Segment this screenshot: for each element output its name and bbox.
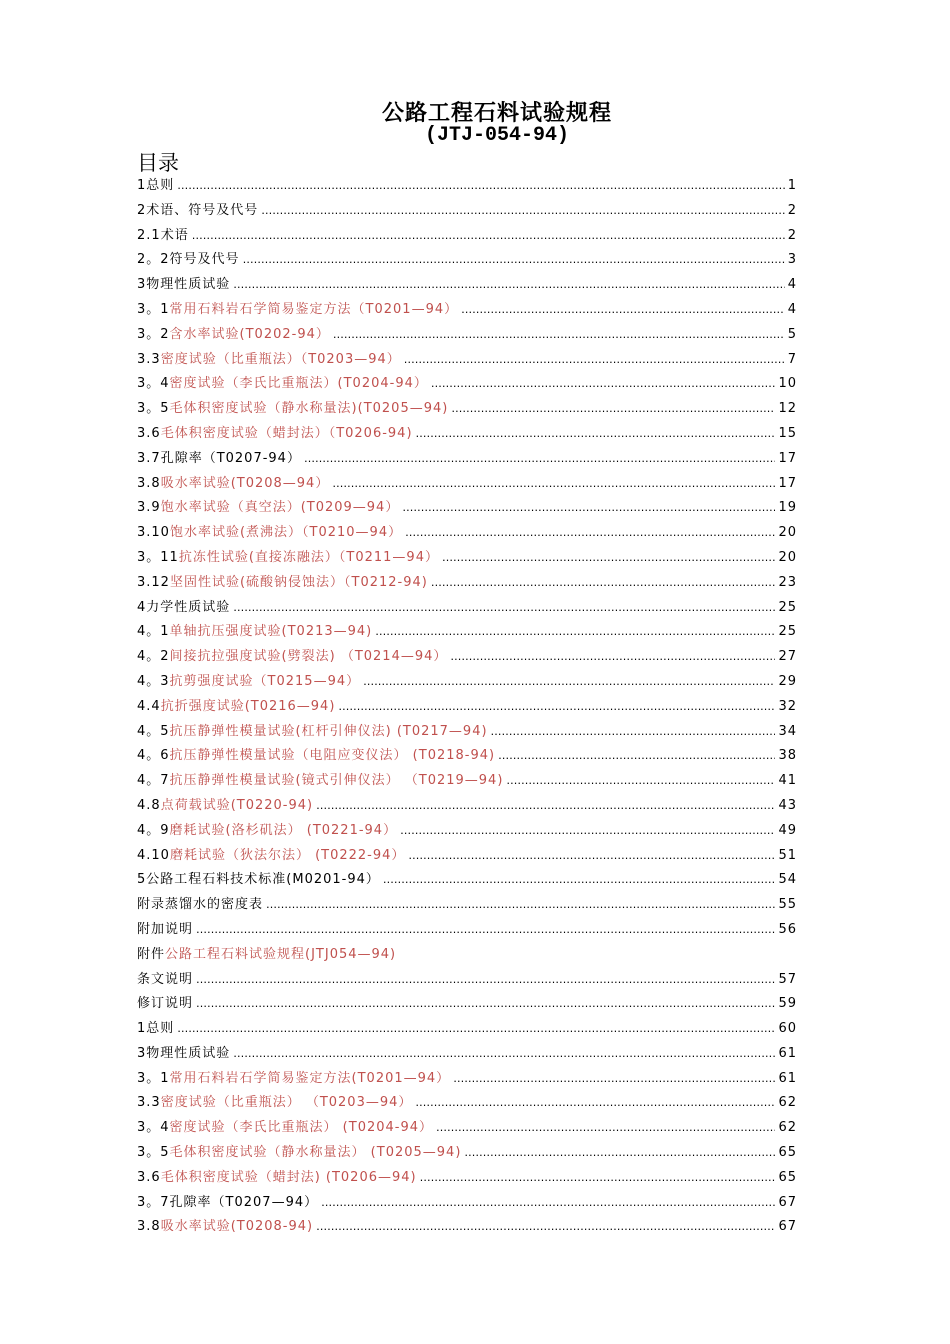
toc-entry-number: 3.8: [137, 1219, 161, 1235]
toc-entry[interactable]: [137, 620, 797, 645]
toc-entry[interactable]: [137, 794, 797, 819]
toc-entry-title: 物理性质试验: [146, 277, 231, 293]
toc-page-number: 10: [778, 376, 797, 392]
toc-entry-title: 孔隙率（T0207-94）: [160, 450, 301, 466]
toc-entry-title: 术语、符号及代号: [146, 202, 259, 218]
toc-entry-number: 3。1: [137, 301, 170, 317]
toc-entry[interactable]: [137, 744, 797, 769]
toc-entry[interactable]: [137, 1141, 797, 1166]
toc-page-number: 4: [787, 277, 797, 293]
document-code: (JTJ-054-94): [424, 124, 570, 147]
toc-entry[interactable]: [137, 943, 797, 968]
toc-page-number: 20: [778, 549, 797, 565]
toc-entry-link[interactable]: 密度试验（比重瓶法） （T0203—94）: [160, 1095, 413, 1111]
document-title: 公路工程石料试验规程: [381, 100, 612, 126]
toc-entry: [137, 273, 797, 298]
toc-dot-leader: [261, 204, 784, 217]
toc-page-number: 56: [778, 921, 797, 937]
toc-entry[interactable]: [137, 372, 797, 397]
toc-entry: [137, 248, 797, 273]
toc-dot-leader: [233, 601, 775, 614]
toc-entry[interactable]: [137, 844, 797, 869]
toc-dot-leader: [491, 725, 776, 738]
toc-page-number: 49: [778, 822, 797, 838]
toc-entry: [137, 199, 797, 224]
toc-dot-leader: [338, 700, 775, 713]
toc-entry: [137, 893, 797, 918]
toc-entry-link[interactable]: 磨耗试验(洛杉矶法） (T0221-94）: [169, 822, 398, 838]
toc-page-number: 61: [778, 1045, 797, 1061]
toc-entry[interactable]: [137, 323, 797, 348]
toc-entry[interactable]: [137, 720, 797, 745]
toc-dot-leader: [332, 477, 775, 490]
toc-page-number: 15: [778, 425, 797, 441]
toc-entry[interactable]: [137, 1067, 797, 1092]
toc-page-number: 65: [778, 1145, 797, 1161]
toc-entry[interactable]: [137, 521, 797, 546]
toc-dot-leader: [243, 253, 785, 266]
toc-entry[interactable]: [137, 1091, 797, 1116]
toc-entry-number: 3。4: [137, 1120, 170, 1136]
toc-page-number: 25: [778, 624, 797, 640]
toc-entry-number: 4.10: [137, 847, 170, 863]
toc-entry-title: 物理性质试验: [146, 1045, 231, 1061]
toc-entry[interactable]: [137, 1215, 797, 1240]
toc-entry: [137, 224, 797, 249]
toc-dot-leader: [304, 452, 776, 465]
toc-entry-link[interactable]: 密度试验（李氏比重瓶法）(T0204-94）: [169, 376, 428, 392]
toc-entry-link[interactable]: 抗压静弹性模量试验(杠杆引伸仪法) (T0217—94): [169, 723, 488, 739]
toc-entry: [137, 174, 797, 199]
toc-entry-title: 蒸馏水的密度表: [165, 897, 264, 913]
toc-dot-leader: [177, 179, 784, 192]
toc-page-number: 20: [778, 525, 797, 541]
toc-entry-link[interactable]: 抗压静弹性模量试验（电阻应变仪法） (T0218-94): [169, 748, 496, 764]
toc-entry: [137, 992, 797, 1017]
toc-dot-leader: [453, 1072, 775, 1085]
toc-entry-number: 4。1: [137, 624, 170, 640]
toc-page-number: 67: [778, 1194, 797, 1210]
toc-dot-leader: [506, 774, 775, 787]
toc-page-number: 62: [778, 1120, 797, 1136]
toc-dot-leader: [321, 1196, 775, 1209]
toc-entry[interactable]: [137, 298, 797, 323]
toc-page-number: 55: [778, 897, 797, 913]
toc-entry-number: 4。6: [137, 748, 170, 764]
toc-entry-number: 3.12: [137, 574, 170, 590]
toc-dot-leader: [405, 526, 775, 539]
toc-entry-number: 4。7: [137, 773, 170, 789]
toc-entry-title: 符号及代号: [169, 252, 240, 268]
toc-entry-number: 3。7: [137, 1194, 170, 1210]
toc-page-number: 23: [778, 574, 797, 590]
toc-entry-number: 3.6: [137, 425, 161, 441]
toc-page-number: 32: [778, 698, 797, 714]
toc-entry-number: 4。2: [137, 649, 170, 665]
toc-entry-number: 3.10: [137, 525, 170, 541]
toc-entry-number: 4: [137, 599, 147, 615]
toc-entry-number: 1: [137, 178, 147, 193]
toc-page-number: 65: [778, 1169, 797, 1185]
toc-dot-leader: [266, 898, 775, 911]
toc-dot-leader: [451, 402, 775, 415]
toc-page-number: 60: [778, 1021, 797, 1037]
toc-entry: [137, 968, 797, 993]
toc-entry-link[interactable]: 常用石料岩石学简易鉴定方法（T0201—94）: [169, 301, 459, 317]
toc-entry-number: 3.3: [137, 351, 161, 367]
toc-page-number: 27: [778, 649, 797, 665]
toc-entry[interactable]: [137, 496, 797, 521]
toc-entry[interactable]: [137, 1116, 797, 1141]
toc-entry[interactable]: [137, 819, 797, 844]
toc-entry-number: 4.4: [137, 698, 161, 714]
toc-dot-leader: [400, 824, 775, 837]
toc-entry-title: 说明: [165, 921, 194, 937]
toc-entry-number: 3.8: [137, 475, 161, 491]
toc-dot-leader: [415, 1096, 775, 1109]
toc-entry[interactable]: [137, 695, 797, 720]
toc-page-number: 41: [778, 773, 797, 789]
toc-entry-number: 附录: [137, 897, 166, 913]
toc-entry-title: 总则: [146, 1021, 175, 1037]
toc-entry-link[interactable]: 点荷载试验(T0220-94): [160, 797, 314, 813]
toc-entry-link[interactable]: 饱水率试验(煮沸法）（T0210—94）: [169, 525, 403, 541]
toc-page-number: 12: [778, 401, 797, 417]
table-of-contents: [137, 174, 797, 1240]
toc-entry[interactable]: [137, 472, 797, 497]
toc-entry-number: 4.8: [137, 797, 161, 813]
toc-page-number: 25: [778, 599, 797, 615]
toc-entry[interactable]: [137, 348, 797, 373]
toc-entry-number: 2.1: [137, 227, 161, 243]
toc-entry[interactable]: [137, 670, 797, 695]
toc-dot-leader: [177, 1022, 775, 1035]
toc-entry-link[interactable]: 抗冻性试验(直接冻融法）（T0211—94）: [178, 549, 439, 565]
toc-entry-link[interactable]: 毛体积密度试验（蜡封法）（T0206-94): [160, 425, 413, 441]
toc-entry-link[interactable]: 公路工程石料试验规程(JTJ054—94): [165, 946, 397, 962]
toc-dot-leader: [408, 849, 775, 862]
toc-entry-link[interactable]: 单轴抗压强度试验(T0213—94): [169, 624, 373, 640]
toc-page-number: 38: [778, 748, 797, 764]
toc-entry-link[interactable]: 密度试验（李氏比重瓶法） (T0204-94）: [169, 1120, 434, 1136]
toc-entry[interactable]: [137, 422, 797, 447]
toc-entry-link[interactable]: 磨耗试验（狄法尔法） (T0222-94）: [169, 847, 406, 863]
toc-page-number: 4: [787, 301, 797, 317]
toc-entry-number: 3.6: [137, 1169, 161, 1185]
toc-entry-number: 4。5: [137, 723, 170, 739]
toc-dot-leader: [431, 576, 776, 589]
toc-dot-leader: [233, 1047, 775, 1060]
toc-entry-number: 4。9: [137, 822, 170, 838]
toc-entry-link[interactable]: 饱水率试验（真空法）(T0209—94）: [160, 500, 400, 516]
toc-page-number: 2: [787, 227, 797, 243]
toc-entry: [137, 1042, 797, 1067]
toc-dot-leader: [420, 1171, 776, 1184]
toc-entry[interactable]: [137, 645, 797, 670]
toc-page-number: 1: [787, 178, 797, 193]
toc-page-number: 51: [778, 847, 797, 863]
toc-entry-link[interactable]: 坚固性试验(硫酸钠侵蚀法）（T0212-94): [169, 574, 428, 590]
toc-entry-link[interactable]: 密度试验（比重瓶法）（T0203—94）: [160, 351, 401, 367]
toc-entry: [137, 1191, 797, 1216]
toc-entry-link[interactable]: 间接抗拉强度试验(劈裂法) （T0214—94）: [169, 649, 448, 665]
toc-entry: [137, 447, 797, 472]
toc-entry-number: 3.7: [137, 450, 161, 466]
toc-dot-leader: [416, 427, 776, 440]
toc-entry[interactable]: [137, 397, 797, 422]
toc-page-number: 59: [778, 996, 797, 1012]
toc-dot-leader: [404, 353, 785, 366]
toc-entry: [137, 868, 797, 893]
toc-entry-number: 3。4: [137, 376, 170, 392]
toc-dot-leader: [375, 625, 775, 638]
toc-dot-leader: [464, 1146, 775, 1159]
toc-entry[interactable]: [137, 571, 797, 596]
toc-page-number: 7: [787, 351, 797, 367]
toc-entry-link[interactable]: 抗压静弹性模量试验(镜式引伸仪法） （T0219—94): [169, 773, 504, 789]
toc-entry-number: 3: [137, 1045, 147, 1061]
toc-entry-link[interactable]: 毛体积密度试验（静水称量法)(T0205—94): [169, 401, 449, 417]
toc-page-number: 19: [778, 500, 797, 516]
toc-dot-leader: [196, 923, 775, 936]
toc-entry[interactable]: [137, 769, 797, 794]
toc-page-number: 57: [778, 971, 797, 987]
toc-dot-leader: [402, 501, 775, 514]
toc-page-number: 2: [787, 202, 797, 218]
toc-dot-leader: [450, 650, 775, 663]
toc-entry[interactable]: [137, 1166, 797, 1191]
toc-entry-number: 1: [137, 1021, 147, 1037]
toc-page-number: 29: [778, 673, 797, 689]
toc-entry-link[interactable]: 抗折强度试验(T0216—94): [160, 698, 336, 714]
toc-entry-number: 2: [137, 202, 147, 218]
toc-dot-leader: [363, 675, 775, 688]
toc-entry-title: 公路工程石料技术标准(M0201-94）: [146, 872, 380, 888]
toc-dot-leader: [383, 873, 776, 886]
toc-entry-title: 总则: [146, 178, 175, 193]
toc-entry-title: 条文说明: [137, 971, 194, 987]
toc-entry: [137, 1017, 797, 1042]
toc-dot-leader: [442, 551, 775, 564]
toc-dot-leader: [196, 997, 775, 1010]
toc-entry-number: 附件: [137, 946, 166, 962]
toc-entry-number: 3。5: [137, 401, 170, 417]
toc-entry-number: 5: [137, 872, 147, 888]
toc-page-number: 17: [778, 475, 797, 491]
toc-entry-number: 附加: [137, 921, 166, 937]
toc-entry-number: 4。3: [137, 673, 170, 689]
toc-page-number: 62: [778, 1095, 797, 1111]
toc-entry-number: 3。11: [137, 549, 179, 565]
toc-entry-number: 3.3: [137, 1095, 161, 1111]
toc-page-number: 61: [778, 1070, 797, 1086]
toc-entry-title: 修订说明: [137, 996, 194, 1012]
toc-entry-link[interactable]: 抗剪强度试验（T0215—94）: [169, 673, 361, 689]
toc-entry-title: 孔隙率（T0207—94）: [169, 1194, 319, 1210]
toc-entry-link[interactable]: 吸水率试验(T0208—94）: [160, 475, 330, 491]
toc-entry-title: 术语: [160, 227, 189, 243]
toc-page-number: 43: [778, 797, 797, 813]
toc-dot-leader: [498, 749, 775, 762]
toc-dot-leader: [316, 1220, 775, 1233]
toc-entry-link[interactable]: 吸水率试验(T0208-94): [160, 1219, 314, 1235]
toc-page-number: 34: [778, 723, 797, 739]
toc-dot-leader: [333, 328, 785, 341]
toc-page-number: 54: [778, 872, 797, 888]
toc-dot-leader: [431, 377, 776, 390]
toc-page-number: 3: [787, 252, 797, 268]
toc-dot-leader: [192, 229, 785, 242]
toc-heading: 目录: [137, 151, 179, 175]
toc-page-number: 67: [778, 1219, 797, 1235]
toc-entry-link[interactable]: 常用石料岩石学简易鉴定方法(T0201—94）: [169, 1070, 451, 1086]
toc-entry-number: 3。2: [137, 326, 170, 342]
toc-entry-link[interactable]: 含水率试验(T0202-94）: [169, 326, 330, 342]
toc-entry-number: 3.9: [137, 500, 161, 516]
toc-entry-title: 力学性质试验: [146, 599, 231, 615]
toc-entry-link[interactable]: 毛体积密度试验（蜡封法) (T0206—94): [160, 1169, 417, 1185]
toc-entry-number: 3: [137, 277, 147, 293]
toc-page-number: 5: [787, 326, 797, 342]
toc-dot-leader: [436, 1121, 775, 1134]
toc-dot-leader: [196, 973, 775, 986]
toc-entry: [137, 918, 797, 943]
toc-entry: [137, 596, 797, 621]
toc-dot-leader: [233, 278, 784, 291]
toc-entry-link[interactable]: 毛体积密度试验（静水称量法） (T0205—94): [169, 1145, 462, 1161]
toc-page-number: 17: [778, 450, 797, 466]
toc-entry-number: 3。1: [137, 1070, 170, 1086]
toc-entry-number: 2。2: [137, 252, 170, 268]
toc-entry[interactable]: [137, 546, 797, 571]
toc-dot-leader: [316, 799, 775, 812]
toc-dot-leader: [461, 303, 785, 316]
toc-entry-number: 3。5: [137, 1145, 170, 1161]
